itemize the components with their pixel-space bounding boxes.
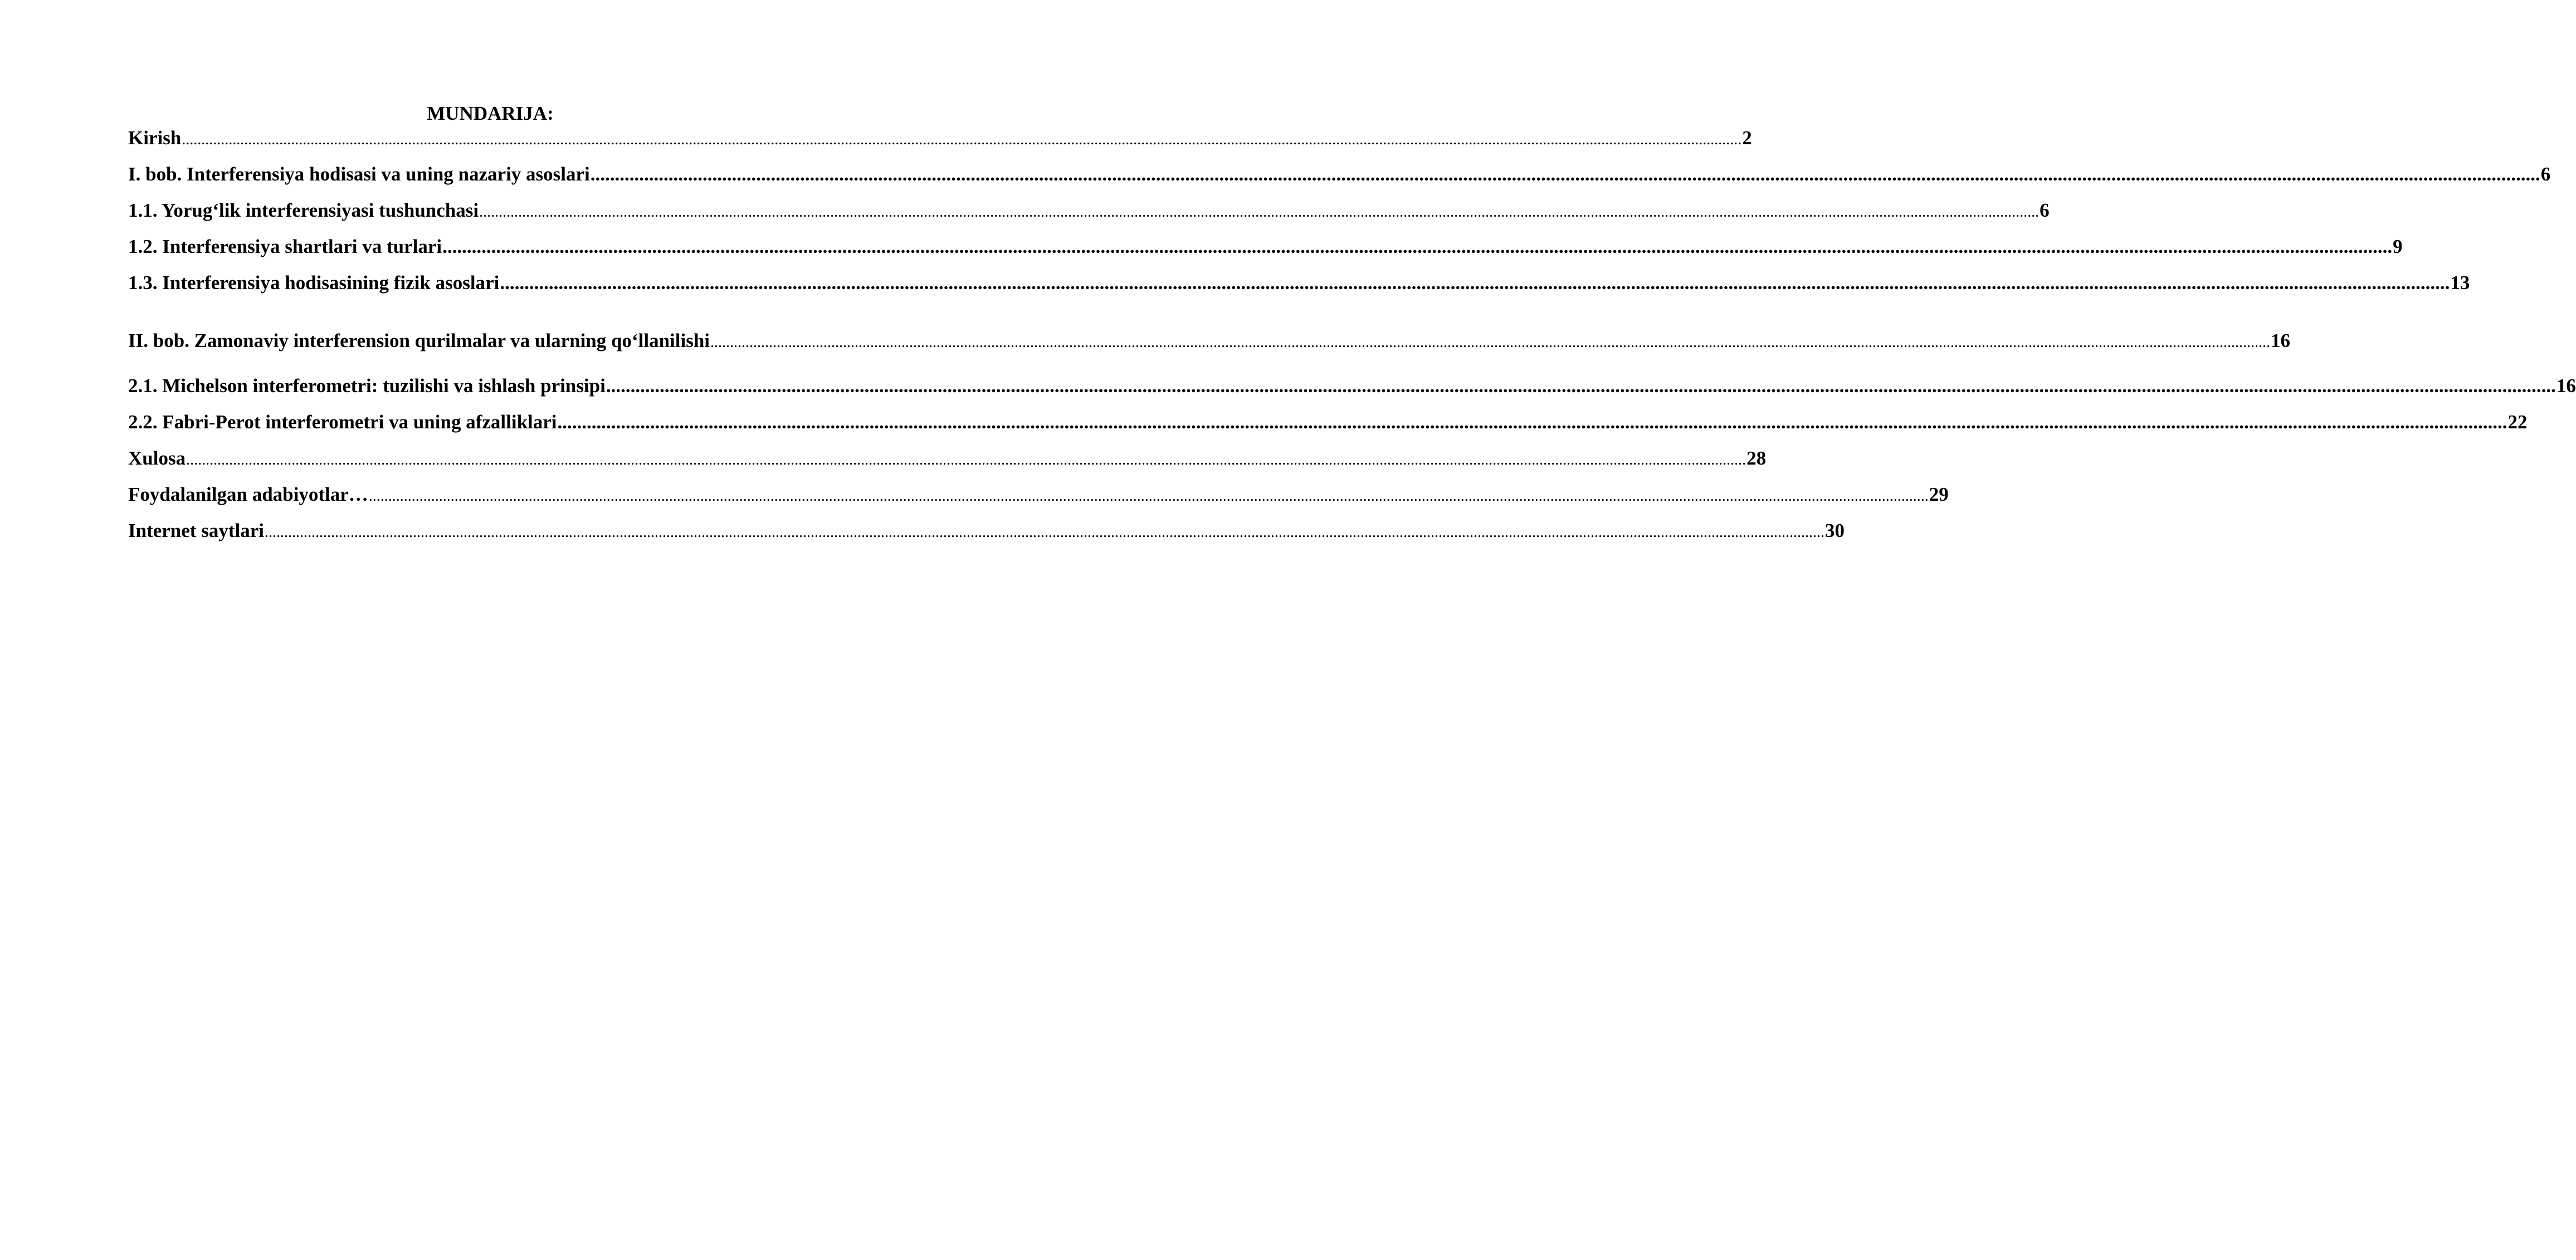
toc-entry[interactable] bbox=[128, 271, 2470, 295]
toc-entry-page-number: 2 bbox=[1742, 127, 1752, 149]
toc-entry[interactable] bbox=[128, 235, 2403, 259]
toc-dot-leader: ................................................................................................................................................................................................................................................................................................................................................................................................................ bbox=[606, 375, 2556, 397]
toc-entry-page-number: 6 bbox=[2040, 199, 2050, 221]
toc-dot-leader: ................................................................................................................................................................................................................................................................................................................................................................................................................ bbox=[557, 411, 2507, 433]
toc-dot-leader: ................................................................................................................................................................................................................................................................................................................................................................................................................ bbox=[264, 524, 1824, 541]
toc-entry-page-number: 22 bbox=[2507, 411, 2528, 433]
toc-entry-label: Kirish bbox=[128, 127, 182, 149]
toc-dot-leader: ................................................................................................................................................................................................................................................................................................................................................................................................................ bbox=[479, 203, 2040, 221]
toc-dot-leader: ................................................................................................................................................................................................................................................................................................................................................................................................................ bbox=[182, 131, 1742, 148]
toc-entry-page-number: 13 bbox=[2450, 272, 2470, 294]
toc-entry[interactable] bbox=[128, 482, 1949, 507]
toc-dot-leader: ................................................................................................................................................................................................................................................................................................................................................................................................................ bbox=[368, 487, 1929, 505]
toc-entry-label: II. bob. Zamonaviy interferension qurilmalar va ularning qo‘llanilishi bbox=[128, 330, 710, 351]
toc-entry[interactable] bbox=[128, 198, 2050, 223]
toc-entry[interactable] bbox=[128, 446, 1767, 471]
toc-entry-label: Foydalanilgan adabiyotlar… bbox=[128, 484, 368, 505]
toc-dot-leader: ................................................................................................................................................................................................................................................................................................................................................................................................................ bbox=[500, 272, 2450, 294]
toc-entry-page-number: 16 bbox=[2271, 330, 2291, 351]
toc-dot-leader: ................................................................................................................................................................................................................................................................................................................................................................................................................ bbox=[186, 451, 1746, 468]
toc-entry[interactable] bbox=[128, 162, 2551, 187]
toc-entry-page-number: 29 bbox=[1929, 484, 1949, 505]
toc-entry-page-number: 28 bbox=[1746, 447, 1767, 469]
toc-entry-label: Internet saytlari bbox=[128, 520, 264, 541]
toc-entry[interactable] bbox=[128, 126, 1752, 150]
toc-entry-label: I. bob. Interferensiya hodisasi va uning nazariy asoslari bbox=[128, 163, 590, 185]
toc-entry-label: 1.1. Yorug‘lik interferensiyasi tushunchasi bbox=[128, 199, 479, 221]
toc-entry-page-number: 6 bbox=[2540, 163, 2551, 185]
toc-entry-label: 2.2. Fabri-Perot interferometri va uning afzalliklari bbox=[128, 411, 557, 433]
toc-entry[interactable] bbox=[128, 519, 1845, 543]
toc-entry[interactable] bbox=[128, 329, 2291, 353]
toc-entry[interactable] bbox=[128, 374, 2576, 398]
toc-dot-leader: ................................................................................................................................................................................................................................................................................................................................................................................................................ bbox=[710, 334, 2271, 351]
toc-dot-leader: ................................................................................................................................................................................................................................................................................................................................................................................................................ bbox=[442, 236, 2393, 257]
toc-entry-page-number: 16 bbox=[2556, 375, 2576, 397]
toc-entry-label: 1.3. Interferensiya hodisasining fizik asoslari bbox=[128, 272, 500, 294]
toc-title: MUNDARIJA: bbox=[427, 102, 554, 124]
toc-entry-label: 1.2. Interferensiya shartlari va turlari bbox=[128, 236, 442, 257]
toc-dot-leader: ................................................................................................................................................................................................................................................................................................................................................................................................................ bbox=[590, 163, 2540, 185]
toc-entry-page-number: 9 bbox=[2393, 236, 2403, 257]
toc-entry-label: Xulosa bbox=[128, 447, 186, 469]
toc-entry-page-number: 30 bbox=[1824, 520, 1845, 541]
toc-entry[interactable] bbox=[128, 410, 2528, 434]
toc-entry-label: 2.1. Michelson interferometri: tuzilishi va ishlash prinsipi bbox=[128, 375, 606, 397]
